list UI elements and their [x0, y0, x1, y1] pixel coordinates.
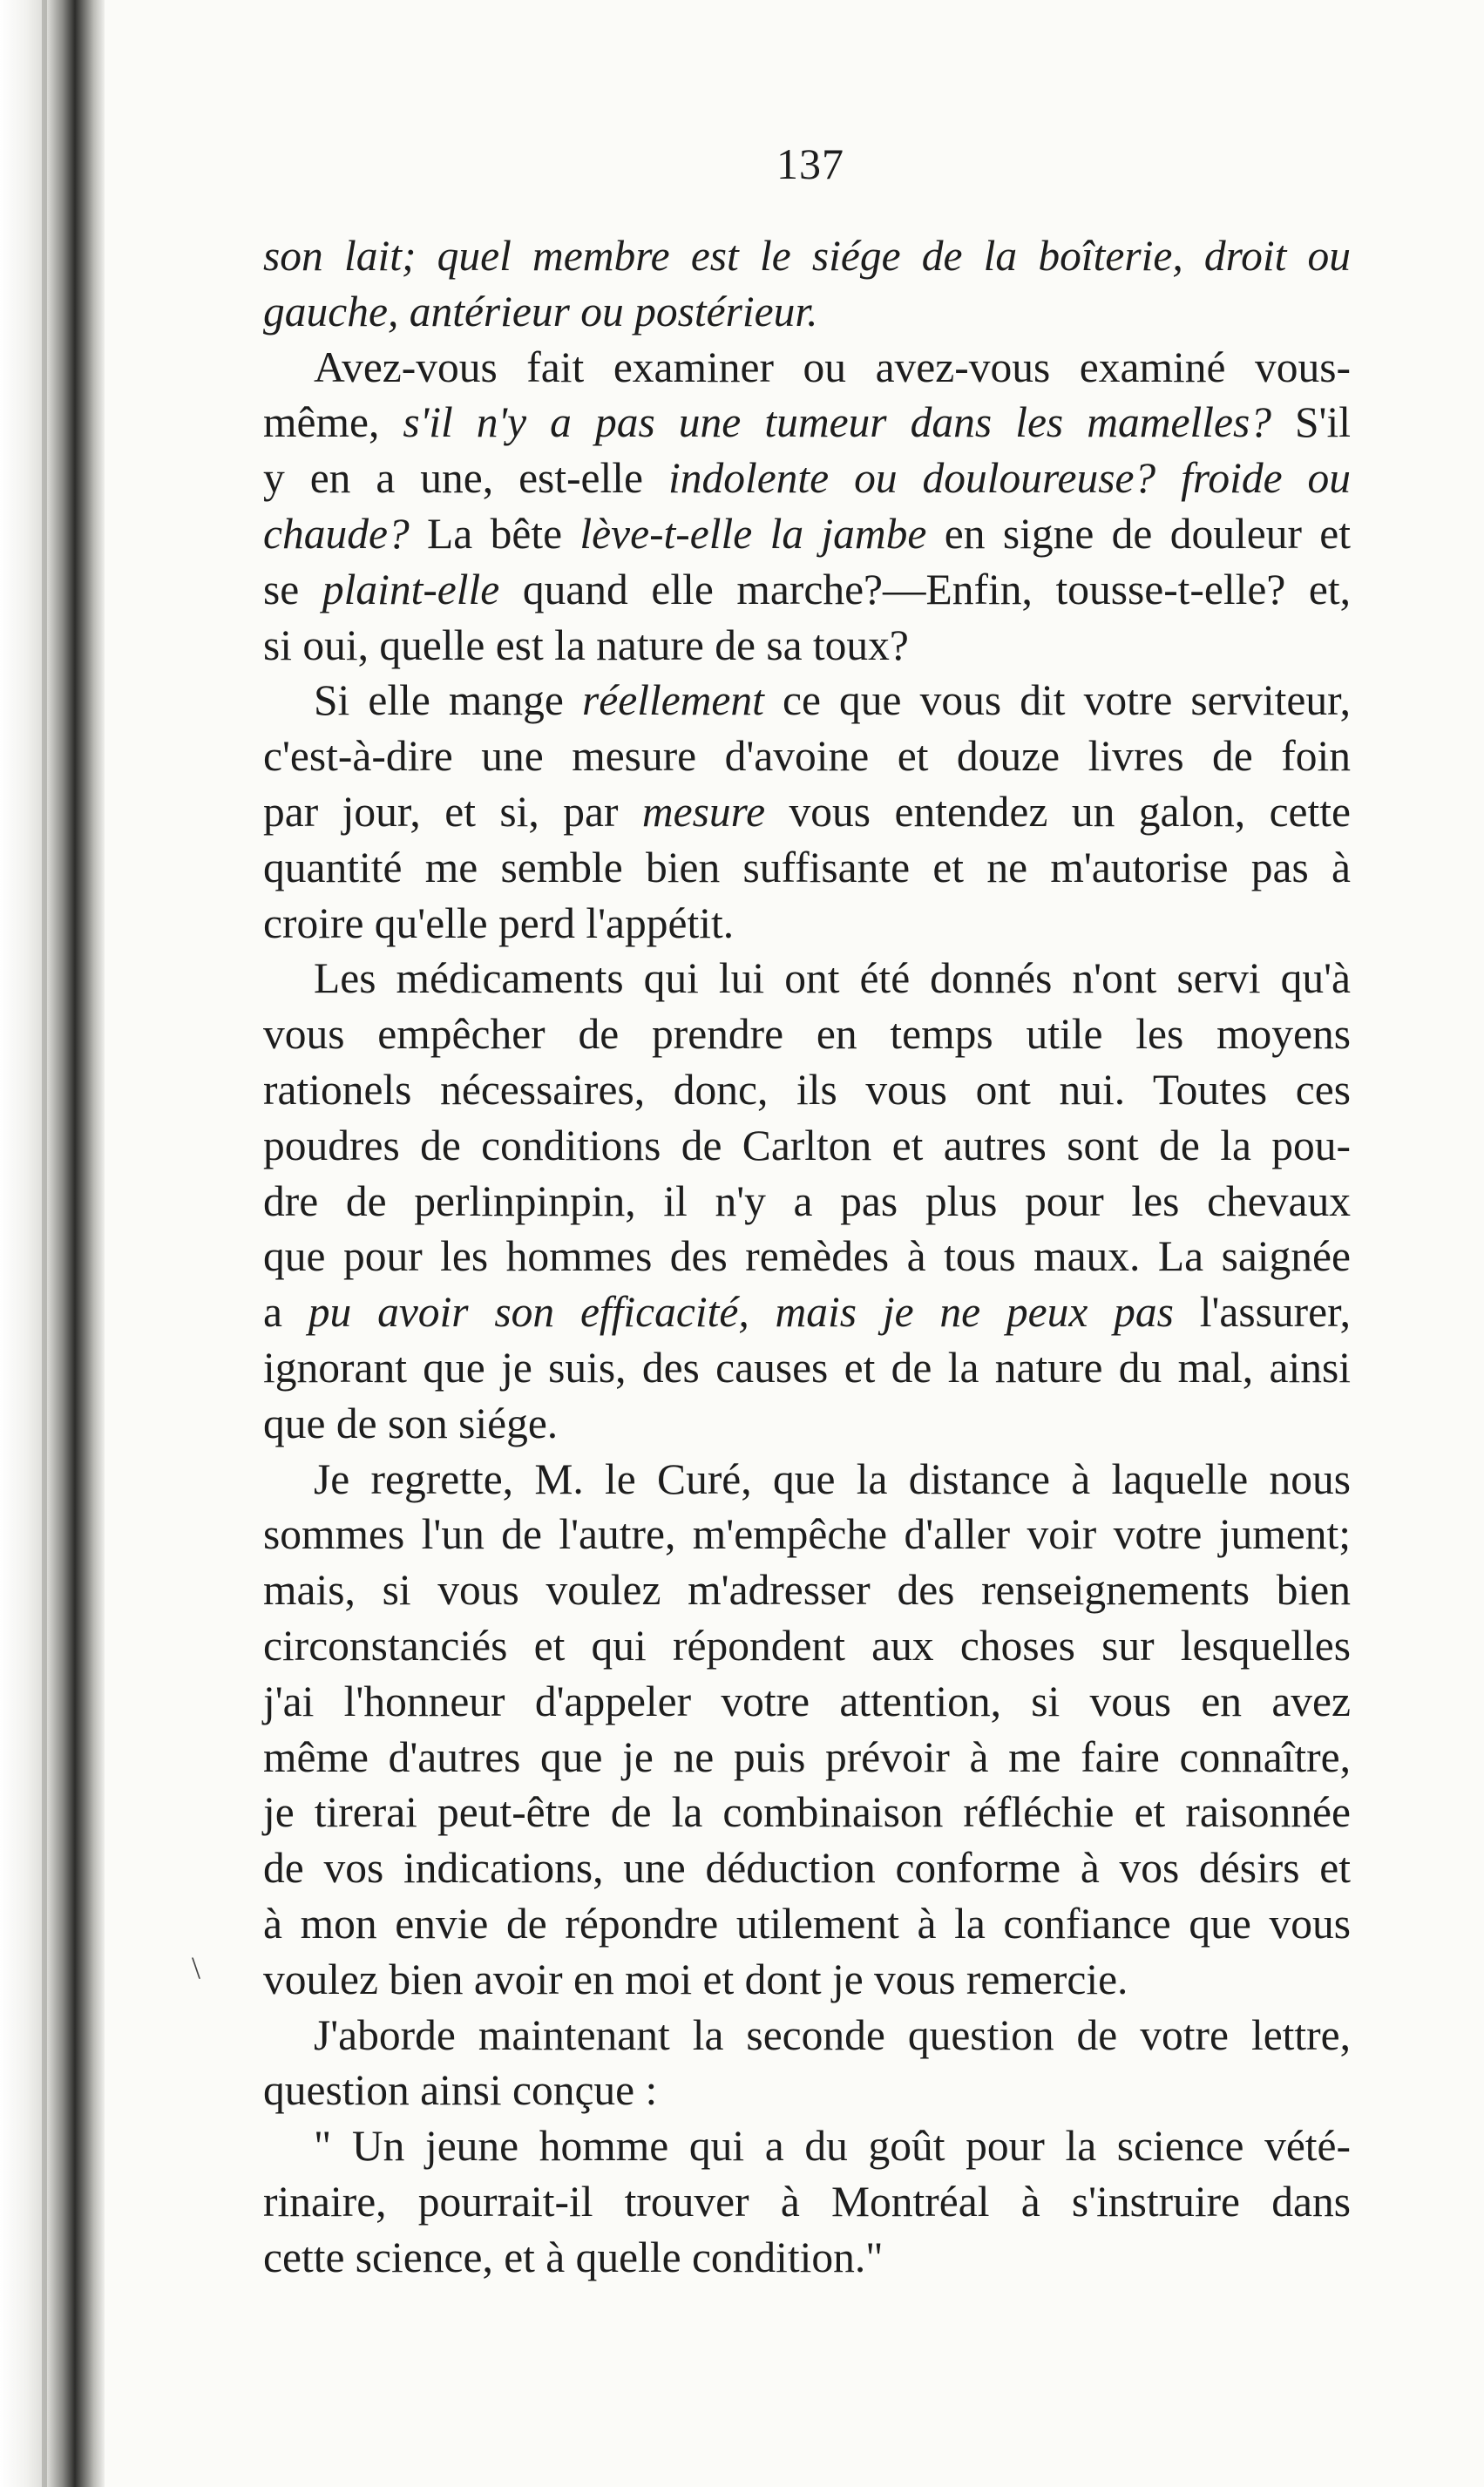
text-segment: La bête — [409, 509, 580, 558]
text-segment: à mon envie de répondre utilement à la confiance que vous — [263, 1899, 1351, 1948]
text-segment: Je regrette, M. le Curé, que la distance à laquelle nous — [314, 1454, 1351, 1503]
text-line — [263, 1284, 1351, 1340]
binding-edge-line — [42, 0, 47, 2487]
text-line — [263, 1452, 1351, 1508]
text-segment: cette science, et à quelle condition." — [263, 2233, 884, 2281]
text-line — [263, 340, 1351, 396]
margin-mark: \ — [192, 1950, 201, 1985]
italic-text-segment: pu avoir son efficacité, mais je ne peux pas — [308, 1288, 1174, 1337]
text-line — [263, 228, 1351, 284]
italic-text-segment: indolente ou douloureuse? froide ou — [667, 454, 1351, 503]
italic-text-segment: lève-t-elle la jambe — [579, 509, 927, 558]
text-segment: mais, si vous voulez m'adresser des renseignements bien — [263, 1566, 1351, 1615]
text-segment: en signe de douleur et — [926, 509, 1351, 558]
text-segment: a — [263, 1288, 308, 1337]
text-line — [263, 451, 1351, 506]
text-line — [263, 673, 1351, 728]
text-segment: circonstanciés et qui répondent aux choses sur lesquelles — [263, 1621, 1351, 1670]
text-line — [263, 1840, 1351, 1896]
text-segment: rinaire, pourrait-il trouver à Montréal à s'instruire dans — [263, 2177, 1351, 2226]
text-line — [263, 896, 1351, 952]
text-line — [263, 1340, 1351, 1396]
text-line — [263, 2230, 1351, 2286]
text-line — [263, 2174, 1351, 2230]
text-segment: ignorant que je suis, des causes et de la nature du mal, ainsi — [263, 1343, 1351, 1392]
text-line — [263, 506, 1351, 562]
text-segment: je tirerai peut-être de la combinaison réfléchie et raisonnée — [263, 1788, 1351, 1837]
text-segment: S'il — [1271, 398, 1351, 447]
text-line — [263, 562, 1351, 618]
text-segment: question ainsi conçue : — [263, 2066, 658, 2115]
text-segment: l'assurer, — [1173, 1288, 1351, 1337]
text-line — [263, 1618, 1351, 1674]
text-line — [263, 1507, 1351, 1562]
italic-text-segment: plaint-elle — [322, 565, 500, 613]
italic-text-segment: mesure — [641, 787, 766, 836]
text-segment: se — [263, 565, 322, 613]
text-segment: j'ai l'honneur d'appeler votre attention, si vous en avez — [263, 1677, 1351, 1725]
text-segment: y en a une, est-elle — [263, 454, 668, 503]
text-segment: rationels nécessaires, donc, ils vous ont nui. Toutes ces — [263, 1065, 1351, 1114]
book-binding-shadow — [0, 0, 105, 2487]
text-segment: J'aborde maintenant la seconde question de votre lettre, — [314, 2010, 1351, 2059]
page-number: 137 — [776, 139, 844, 188]
page-body-text — [263, 228, 1351, 2285]
italic-text-segment: son lait; quel membre est le siége de la boîterie, droit ou — [263, 232, 1351, 280]
text-line — [263, 2118, 1351, 2174]
text-segment: vous entendez un galon, cette — [765, 787, 1351, 836]
text-line — [263, 2008, 1351, 2063]
text-line — [263, 1229, 1351, 1284]
text-segment: même d'autres que je ne puis prévoir à me faire connaître, — [263, 1732, 1351, 1781]
text-line — [263, 1674, 1351, 1730]
text-line — [263, 618, 1351, 674]
text-line — [263, 1896, 1351, 1952]
text-line — [263, 1118, 1351, 1174]
text-line — [263, 1396, 1351, 1452]
text-segment: ce que vous dit votre serviteur, — [763, 676, 1351, 725]
text-line — [263, 1562, 1351, 1618]
text-line — [263, 784, 1351, 840]
text-line — [263, 840, 1351, 896]
text-segment: croire qu'elle perd l'appétit. — [263, 898, 735, 947]
text-line — [263, 728, 1351, 784]
text-segment: même, — [263, 398, 403, 447]
text-segment: quantité me semble bien suffisante et ne m'autorise pas à — [263, 843, 1351, 891]
text-segment: c'est-à-dire une mesure d'avoine et douze livres de foin — [263, 732, 1351, 781]
text-segment: sommes l'un de l'autre, m'empêche d'aller voir votre jument; — [263, 1510, 1351, 1559]
text-line — [263, 395, 1351, 451]
text-segment: si oui, quelle est la nature de sa toux? — [263, 620, 909, 669]
text-segment: par jour, et si, par — [263, 787, 642, 836]
text-line — [263, 951, 1351, 1006]
italic-text-segment: chaude? — [263, 509, 410, 558]
italic-text-segment: s'il n'y a pas une tumeur dans les mamelles? — [403, 398, 1271, 447]
text-segment: quand elle marche?—Enfin, tousse-t-elle? et, — [499, 565, 1351, 613]
text-segment: " Un jeune homme qui a du goût pour la science vété- — [314, 2122, 1351, 2171]
text-segment: poudres de conditions de Carlton et autres sont de la pou- — [263, 1121, 1351, 1169]
text-line — [263, 1952, 1351, 2008]
text-line — [263, 1785, 1351, 1840]
italic-text-segment: gauche, antérieur ou postérieur. — [263, 287, 818, 335]
text-segment: dre de perlinpinpin, il n'y a pas plus pour les chevaux — [263, 1176, 1351, 1225]
text-segment: de vos indications, une déduction conforme à vos désirs et — [263, 1844, 1351, 1893]
text-line — [263, 284, 1351, 340]
text-line — [263, 1062, 1351, 1118]
text-line — [263, 2063, 1351, 2118]
text-segment: Avez-vous fait examiner ou avez-vous examiné vous- — [314, 342, 1351, 391]
text-segment: Si elle mange — [314, 676, 582, 725]
text-segment: que de son siége. — [263, 1399, 559, 1447]
text-segment: que pour les hommes des remèdes à tous maux. La saignée — [263, 1232, 1351, 1281]
italic-text-segment: réellement — [582, 676, 764, 725]
text-segment: voulez bien avoir en moi et dont je vous remercie. — [263, 1955, 1128, 2003]
text-line — [263, 1006, 1351, 1062]
text-segment: Les médicaments qui lui ont été donnés n'ont servi qu'à — [314, 954, 1351, 1003]
text-line — [263, 1174, 1351, 1230]
text-segment: vous empêcher de prendre en temps utile les moyens — [263, 1010, 1351, 1059]
text-line — [263, 1730, 1351, 1786]
